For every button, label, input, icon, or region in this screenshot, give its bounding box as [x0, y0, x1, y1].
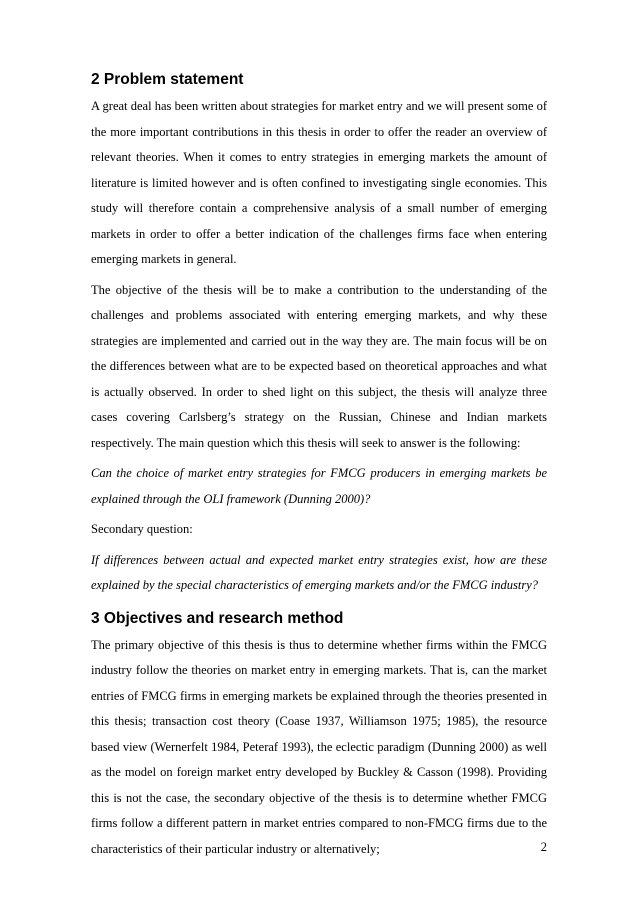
section-heading-problem-statement: 2 Problem statement	[91, 71, 244, 88]
main-research-question: Can the choice of market entry strategies for FMCG producers in emerging markets be explained through the OLI framework (Dunning 2000)?	[91, 466, 547, 506]
paragraph-problem-objective: The objective of the thesis will be to make a contribution to the understanding of the challenges and problems associated with entering emerging markets, and why these strategies are implemented and carried out in the way they are. The main focus will be on the differences between what are to be expected based on theoretical approaches and what is actually observed. In order to shed light on this subject, the thesis will analyze three cases covering Carlsberg’s strategy on the Russian, Chinese and Indian markets respectively. The main question which this thesis will seek to answer is the following:	[91, 282, 547, 450]
secondary-research-question: If differences between actual and expected market entry strategies exist, how are these explained by the special characteristics of emerging markets and/or the FMCG industry?	[91, 552, 547, 592]
secondary-question-label: Secondary question:	[91, 522, 193, 536]
page-number: 2	[540, 840, 547, 854]
paragraph-problem-intro: A great deal has been written about strategies for market entry and we will present some of the more important contributions in this thesis in order to offer the reader an overview of relevant theories. When it comes to entry strategies in emerging markets the amount of literature is limited however and is often confined to investigating single economies. This study will therefore contain a comprehensive analysis of a small number of emerging markets in order to offer a better indication of the challenges firms face when entering emerging markets in general.	[91, 99, 547, 266]
section-heading-objectives: 3 Objectives and research method	[91, 609, 344, 627]
document-page	[91, 60, 547, 867]
paragraph-objectives: The primary objective of this thesis is thus to determine whether firms within the FMCG industry follow the theories on market entry in emerging markets. That is, can the market entries of FMCG firms in emerging markets be explained through the theories presented in this thesis; transaction cost theory (Coase 1937, Williamson 1975; 1985), the resource based view (Wernerfelt 1984, Peteraf 1993), the eclectic paradigm (Dunning 2000) as well as the model on foreign market entry developed by Buckley & Casson (1998). Providing this is not the case, the secondary objective of the thesis is to determine whether FMCG firms follow a different pattern in market entries compared to non-FMCG firms due to the characteristics of their particular industry or alternatively;	[91, 637, 547, 856]
